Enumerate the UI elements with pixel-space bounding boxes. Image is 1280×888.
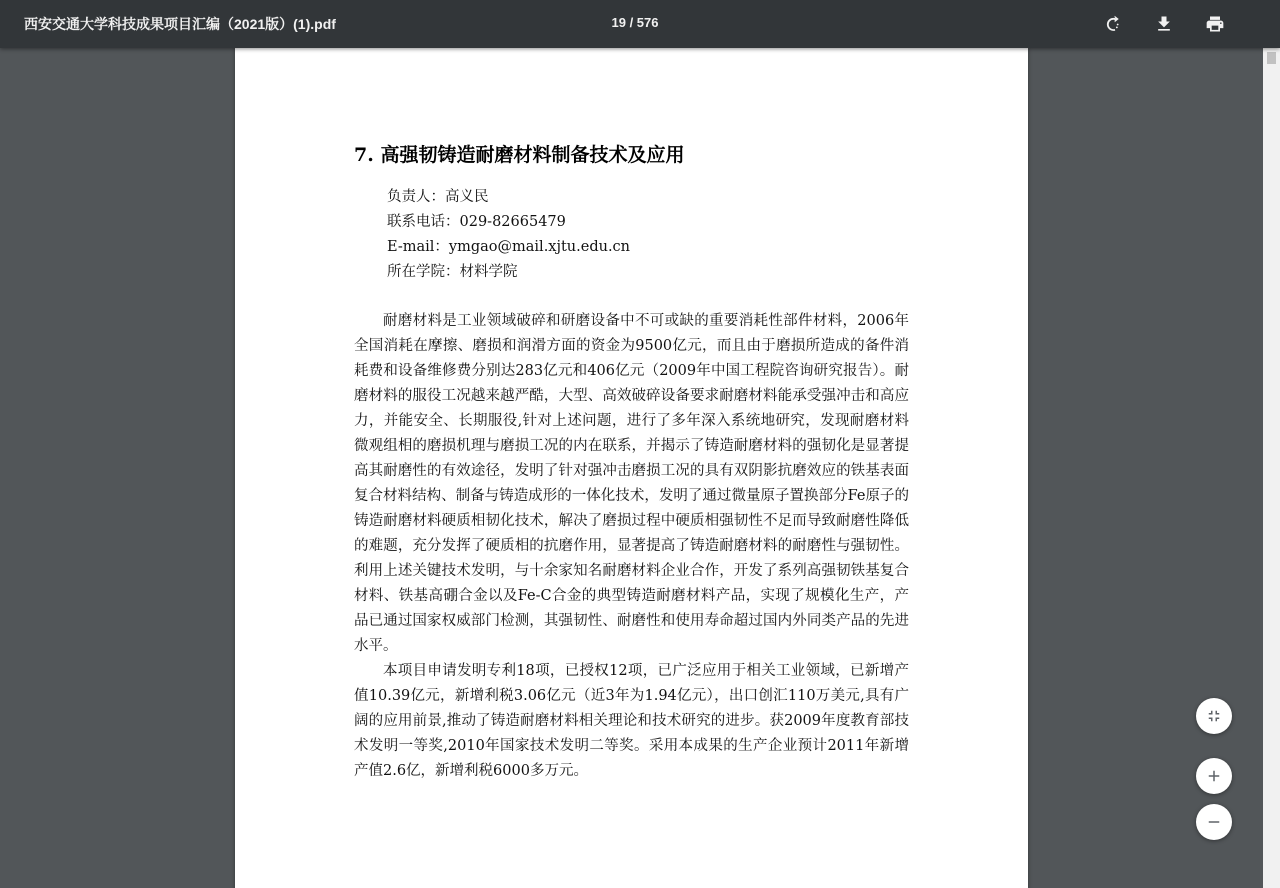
paragraph-description: 耐磨材料是工业领域破碎和研磨设备中不可或缺的重要消耗性部件材料，2006年全国消耗在摩擦、磨损和润滑方面的资金为9500亿元，而且由于磨损所造成的备件消耗费和设备维修费分别达283亿元和406亿元（2009年中国工程院咨询研究报告）。耐磨材料的服役工况越来越严酷，大型、高效破碎设备要求耐磨材料能承受强冲击和高应力，并能安全、长期服役,针对上述问题，进行了多年深入系统地研究，发现耐磨材料微观组相的磨损机理与磨损工况的内在联系，并揭示了铸造耐磨材料的强韧化是显著提高其耐磨性的有效途径，发明了针对强冲击磨损工况的具有双阴影抗磨效应的铁基表面复合材料结构、制备与铸造成形的一体化技术，发明了通过微量原子置换部分Fe原子的铸造耐磨材料硬质相韧化技术，解决了磨损过程中硬质相强韧性不足而导致耐磨性降低的难题，充分发挥了硬质相的抗磨作用，显著提高了铸造耐磨材料的耐磨性与强韧性。利用上述关键技术发明，与十余家知名耐磨材料企业合作，开发了系列高强韧铁基复合材料、铁基高硼合金以及Fe-C合金的典型铸造耐磨材料产品，实现了规模化生产，产品已通过国家权威部门检测，其强韧性、耐磨性和使用寿命超过国内外同类产品的先进水平。	[354, 313, 909, 654]
contact-email: E-mail：ymgao@mail.xjtu.edu.cn	[387, 239, 631, 255]
pdf-page	[235, 48, 1028, 888]
rotate-button[interactable]	[1097, 8, 1129, 40]
page-counter: 19 / 576	[611, 15, 659, 30]
zoom-out-button[interactable]	[1196, 804, 1232, 840]
document-title: 西安交通大学科技成果项目汇编（2021版）(1).pdf	[24, 16, 336, 32]
project-leader: 负责人：高义民	[387, 189, 489, 205]
body-text	[354, 309, 909, 784]
paragraph-achievements: 本项目申请发明专利18项，已授权12项，已广泛应用于相关工业领域，已新增产值10.39亿元，新增利税3.06亿元（近3年为1.94亿元），出口创汇110万美元,具有广阔的应用前景,推动了铸造耐磨材料相关理论和技术研究的进步。获2009年度教育部技术发明一等奖,2010年国家技术发明二等奖。采用本成果的生产企业预计2011年新增产值2.6亿，新增利税6000多万元。	[354, 663, 909, 779]
download-button[interactable]	[1148, 8, 1180, 40]
zoom-in-button[interactable]	[1196, 758, 1232, 794]
rotate-icon	[1103, 14, 1123, 34]
document-viewer[interactable]	[0, 48, 1263, 888]
scrollbar-thumb[interactable]	[1267, 52, 1276, 64]
zoom-out-icon	[1205, 813, 1223, 831]
vertical-scrollbar[interactable]	[1263, 48, 1280, 888]
fit-to-page-button[interactable]	[1196, 698, 1232, 734]
college: 所在学院：材料学院	[387, 264, 518, 280]
download-icon	[1154, 14, 1174, 34]
pdf-toolbar	[0, 0, 1280, 48]
contact-info	[387, 185, 630, 285]
fit-to-page-icon	[1205, 707, 1223, 725]
zoom-in-icon	[1205, 767, 1223, 785]
print-button[interactable]	[1199, 8, 1231, 40]
print-icon	[1205, 14, 1225, 34]
section-heading: 7. 高强韧铸造耐磨材料制备技术及应用	[354, 144, 685, 166]
contact-phone: 联系电话：029-82665479	[387, 214, 566, 230]
